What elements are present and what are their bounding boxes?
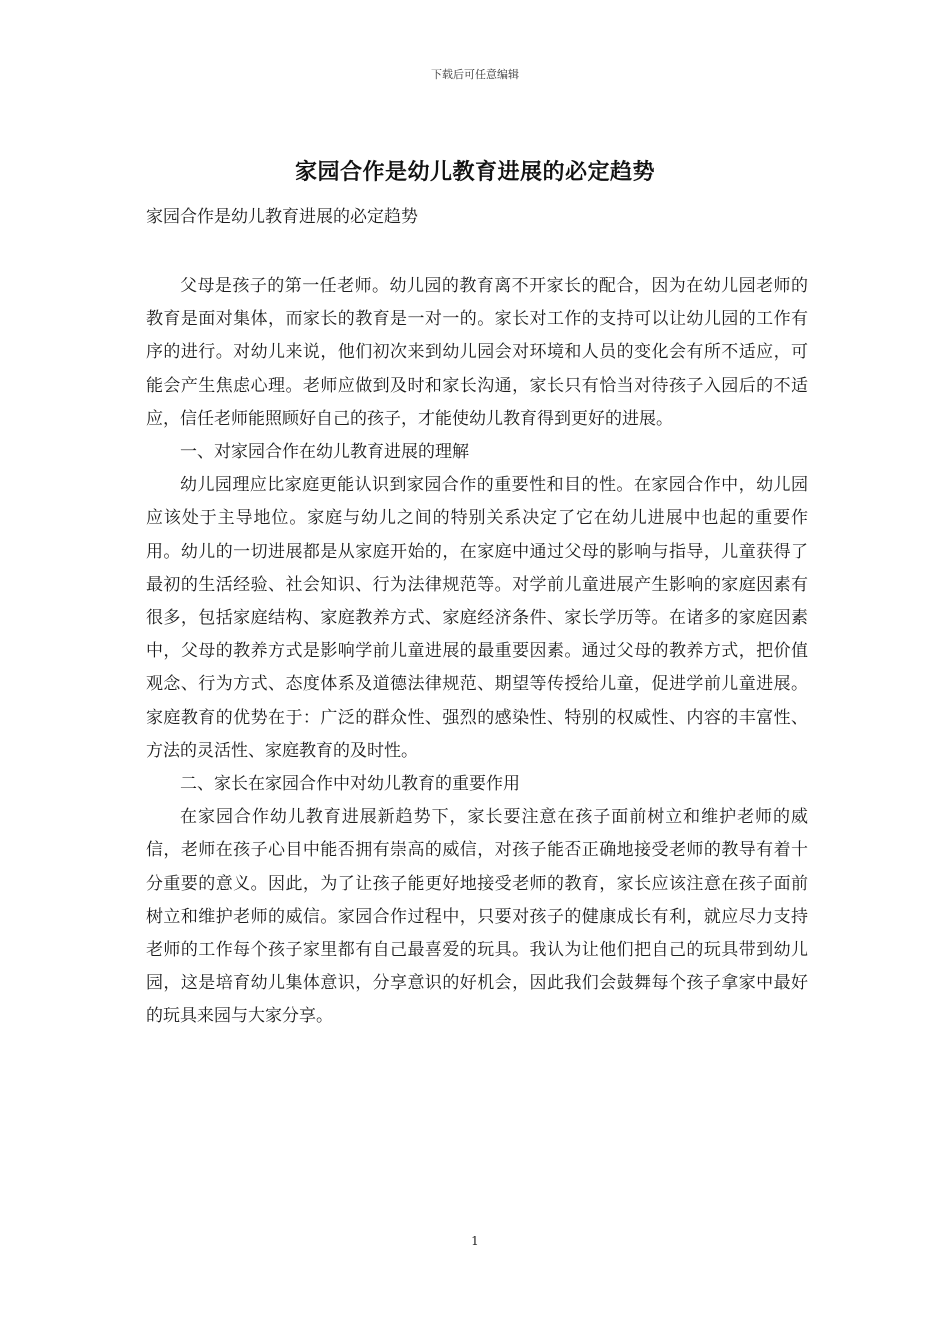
document-subtitle: 家园合作是幼儿教育进展的必定趋势 xyxy=(146,207,418,227)
paragraph-section-1: 幼儿园理应比家庭更能认识到家园合作的重要性和目的性。在家园合作中，幼儿园应该处于主导地位。家庭与幼儿之间的特别关系决定了它在幼儿进展中也起的重要作用。幼儿的一切进展都是从家庭开始的，在家庭中通过父母的影响与指导，儿童获得了最初的生活经验、社会知识、行为法律规范等。对学前儿童进展产生影响的家庭因素有很多，包括家庭结构、家庭教养方式、家庭经济条件、家长学历等。在诸多的家庭因素中，父母的教养方式是影响学前儿童进展的最重要因素。通过父母的教养方式，把价值观念、行为方式、态度体系及道德法律规范、期望等传授给儿童，促进学前儿童进展。家庭教育的优势在于：广泛的群众性、强烈的感染性、特别的权威性、内容的丰富性、方法的灵活性、家庭教育的及时性。 xyxy=(146,475,808,761)
document-title: 家园合作是幼儿教育进展的必定趋势 xyxy=(294,160,655,185)
section-heading-1: 一、对家园合作在幼儿教育进展的理解 xyxy=(180,442,469,463)
paragraph-section-2: 在家园合作幼儿教育进展新趋势下，家长要注意在孩子面前树立和维护老师的威信，老师在孩子心目中能否拥有崇高的威信，对孩子能否正确地接受老师的教导有着十分重要的意义。因此，为了让孩子能更好地接受老师的教育，家长应该注意在孩子面前树立和维护老师的威信。家园合作过程中，只要对孩子的健康成长有利，就应尽力支持老师的工作每个孩子家里都有自己最喜爱的玩具。我认为让他们把自己的玩具带到幼儿园，这是培育幼儿集体意识，分享意识的好机会，因此我们会鼓舞每个孩子拿家中最好的玩具来园与大家分享。 xyxy=(146,807,808,1027)
section-heading-2: 二、家长在家园合作中对幼儿教育的重要作用 xyxy=(180,774,520,795)
document-body xyxy=(146,270,808,1034)
header-note: 下载后可任意编辑 xyxy=(431,68,519,81)
paragraph-intro: 父母是孩子的第一任老师。幼儿园的教育离不开家长的配合，因为在幼儿园老师的教育是面对集体，而家长的教育是一对一的。家长对工作的支持可以让幼儿园的工作有序的进行。对幼儿来说，他们初次来到幼儿园会对环境和人员的变化会有所不适应，可能会产生焦虑心理。老师应做到及时和家长沟通，家长只有恰当对待孩子入园后的不适应，信任老师能照顾好自己的孩子，才能使幼儿教育得到更好的进展。 xyxy=(146,276,808,429)
page-number: 1 xyxy=(471,1234,479,1248)
